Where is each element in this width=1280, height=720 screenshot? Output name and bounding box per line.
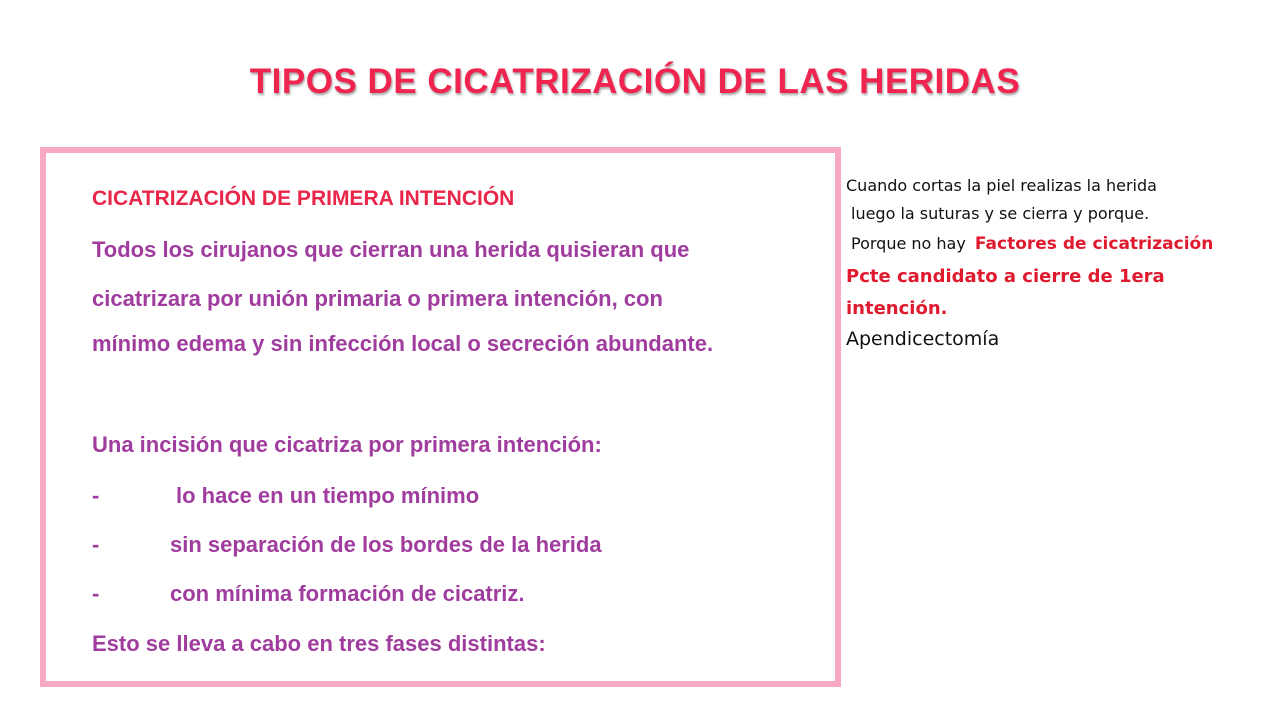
box-heading: CICATRIZACIÓN DE PRIMERA INTENCIÓN	[92, 187, 515, 210]
note-line-3	[851, 234, 1213, 254]
slide-title: TIPOS DE CICATRIZACIÓN DE LAS HERIDAS	[249, 62, 1021, 101]
closing-line: Esto se lleva a cabo en tres fases distintas:	[92, 631, 546, 656]
content-box	[40, 147, 841, 687]
bullet-dash: -	[92, 581, 100, 606]
note-line-5: intención.	[846, 298, 948, 319]
note-line-2: luego la suturas y se cierra y porque.	[851, 204, 1150, 223]
note-line-3-red: Factores de cicatrización	[974, 234, 1214, 254]
paragraph-line-1: Todos los cirujanos que cierran una herida quisieran que	[92, 237, 690, 262]
paragraph-line-2: cicatrizara por unión primaria o primera intención, con	[92, 286, 663, 311]
bullet-text: sin separación de los bordes de la herida	[170, 532, 602, 557]
note-line-6: Apendicectomía	[846, 328, 1000, 350]
note-line-4: Pcte candidato a cierre de 1era	[846, 266, 1165, 287]
note-line-3-prefix: Porque no hay	[851, 234, 966, 253]
paragraph-line-3: mínimo edema y sin infección local o secreción abundante.	[92, 331, 714, 356]
bullet-text: con mínima formación de cicatriz.	[170, 581, 525, 606]
note-line-1: Cuando cortas la piel realizas la herida	[846, 176, 1157, 195]
incision-intro: Una incisión que cicatriza por primera intención:	[92, 432, 602, 457]
bullet-dash: -	[92, 532, 100, 557]
bullet-text: lo hace en un tiempo mínimo	[176, 483, 480, 508]
bullet-dash: -	[92, 483, 100, 508]
